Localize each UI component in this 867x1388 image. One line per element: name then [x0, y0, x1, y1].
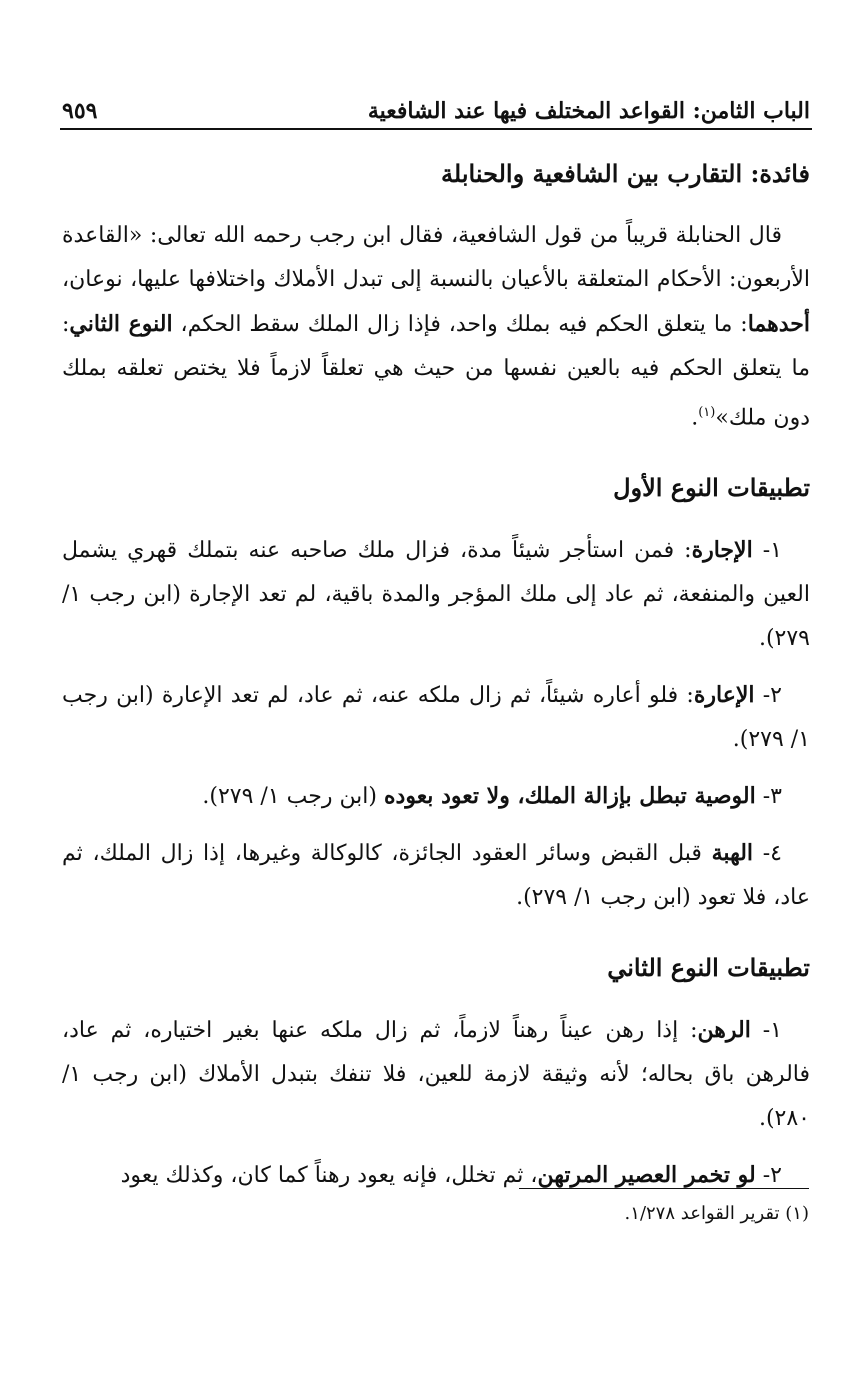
- list-item: ٢- لو تخمر العصير المرتهن، ثم تخلل، فإنه يعود رهناً كما كان، وكذلك يعود: [120, 1162, 782, 1189]
- section-heading-type-two: تطبيقات النوع الثاني: [607, 953, 810, 983]
- footnote-ref: (١): [698, 405, 716, 420]
- list-item: ٣- الوصية تبطل بإزالة الملك، ولا تعود بعوده (ابن رجب ١/ ٢٧٩).: [202, 783, 782, 810]
- list-item: ١- الرهن: إذا رهن عيناً رهناً لازماً، ثم زال ملكه عنها بغير اختياره، ثم عاد، فالرهن باق بحاله؛ لأنه وثيقة لازمة للعين، فلا تنفك بتبدل الأملاك (ابن رجب ١/ ٢٨٠).: [62, 1017, 810, 1132]
- section-heading-benefit: فائدة: التقارب بين الشافعية والحنابلة: [441, 159, 810, 188]
- page-body: [62, 152, 810, 1210]
- header-rule: [60, 128, 812, 130]
- list-item: ١- الإجارة: فمن استأجر شيئاً مدة، فزال ملك صاحبه عنه بتملك قهري يشمل العين والمنفعة، ثم عاد إلى ملك المؤجر والمدة باقية، لم تعد الإجارة (ابن رجب ١/ ٢٧٩).: [62, 537, 810, 652]
- section-heading-type-one: تطبيقات النوع الأول: [613, 473, 810, 503]
- running-header: [62, 88, 810, 124]
- page-number: ٩٥٩: [62, 98, 98, 124]
- footnote: (١) تقرير القواعد ١/٢٧٨.: [624, 1203, 809, 1224]
- quote-paragraph: قال الحنابلة قريباً من قول الشافعية، فقال ابن رجب رحمه الله تعالى: «القاعدة الأربعون: الأحكام المتعلقة بالأعيان بالنسبة إلى تبدل الأملاك واختلافها عليها، نوعان، أحدهما: ما يتعلق الحكم فيه بملك واحد، فإذا زال الملك سقط الحكم، النوع الثاني: ما يتعلق الحكم فيه بالعين نفسها من حيث هي تعلقاً لازماً فلا يختص تعلقه بملك دون ملك»$^{(١)}$.: [62, 223, 810, 431]
- list-item: ٢- الإعارة: فلو أعاره شيئاً، ثم زال ملكه عنه، ثم عاد، لم تعد الإعارة (ابن رجب ١/ ٢٧٩).: [62, 682, 810, 753]
- list-item: ٤- الهبة قبل القبض وسائر العقود الجائزة، كالوكالة وغيرها، إذا زال الملك، ثم عاد، فلا تعود (ابن رجب ١/ ٢٧٩).: [62, 840, 810, 911]
- footnote-rule: [519, 1188, 809, 1189]
- chapter-title: الباب الثامن: القواعد المختلف فيها عند الشافعية: [367, 98, 810, 124]
